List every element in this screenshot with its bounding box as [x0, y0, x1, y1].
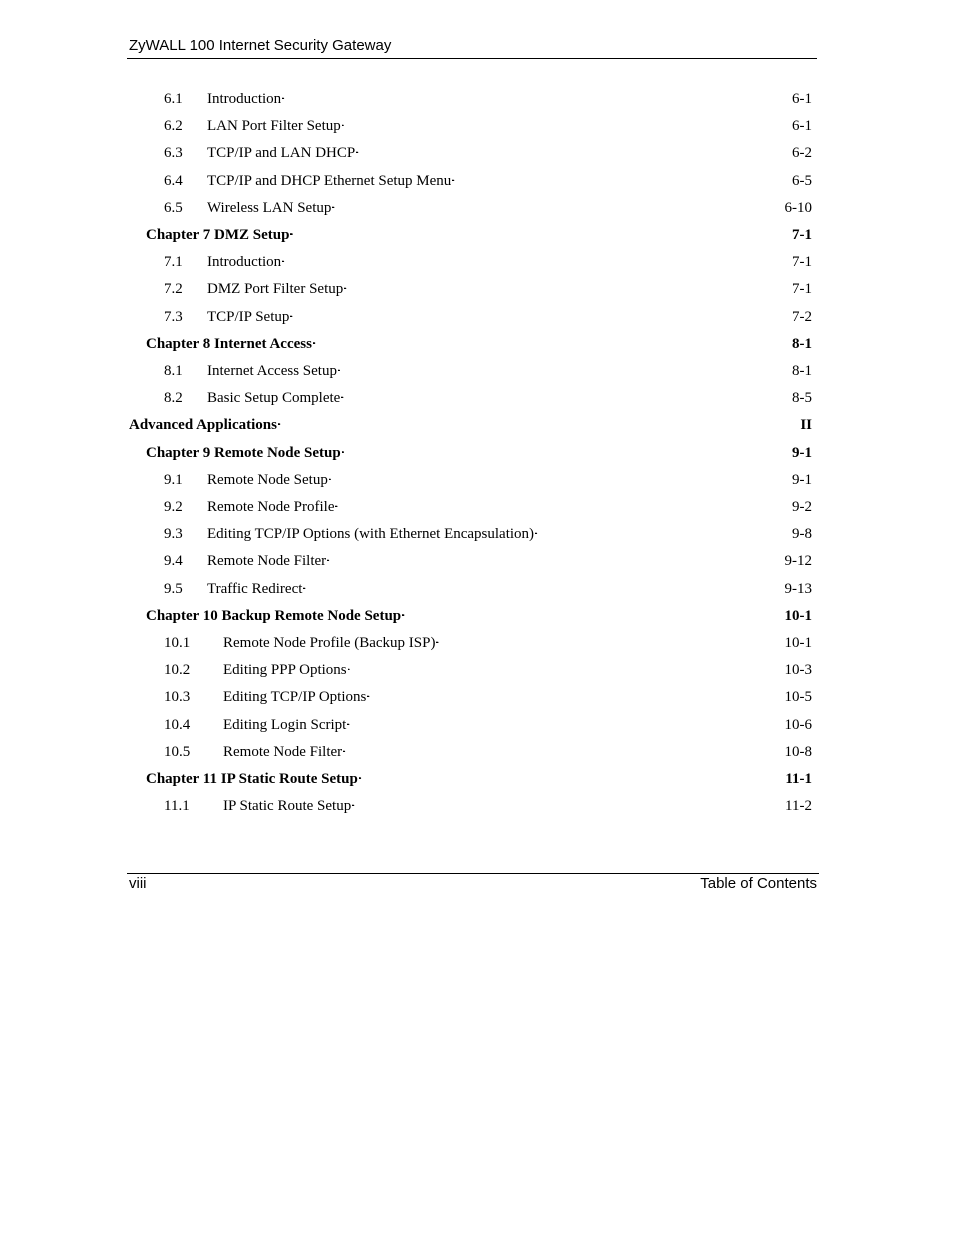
toc-entry-number: 6.2 — [164, 118, 183, 135]
toc-entry-title: Remote Node Profile — [207, 499, 335, 515]
dot-leader — [359, 769, 785, 783]
toc-entry-number: 10.1 — [164, 635, 191, 651]
toc-entry-number: 6.3 — [164, 145, 183, 162]
toc-entry-title: TCP/IP Setup — [207, 308, 290, 325]
toc-entry[interactable] — [164, 548, 812, 574]
dot-leader — [313, 334, 791, 348]
toc-entry[interactable] — [146, 603, 812, 629]
dot-leader — [347, 715, 783, 729]
toc-entry[interactable] — [164, 684, 812, 710]
toc-entry-number: 11.1 — [164, 798, 190, 815]
toc-entry-page: 9-1 — [792, 471, 812, 488]
dot-leader — [436, 633, 783, 647]
dot-leader — [344, 279, 791, 293]
dot-leader — [338, 361, 791, 375]
dot-leader — [367, 687, 783, 701]
dot-leader — [343, 742, 783, 756]
toc-entry-title: Chapter 10 Backup Remote Node Setup — [146, 607, 402, 624]
toc-entry-number: 9.1 — [164, 471, 183, 488]
toc-entry[interactable] — [164, 467, 812, 493]
toc-entry-title: Advanced Applications — [129, 417, 277, 434]
toc-entry[interactable] — [164, 249, 812, 275]
toc-entry-title: Wireless LAN Setup — [207, 199, 332, 216]
footer-page-number: viii — [129, 875, 147, 892]
toc-entry[interactable] — [164, 521, 812, 547]
toc-entry[interactable] — [164, 630, 812, 656]
dot-leader — [282, 89, 791, 103]
toc-entry-page: 10-6 — [784, 716, 812, 733]
toc-entry-title: Chapter 7 DMZ Setup — [146, 227, 290, 243]
running-header: ZyWALL 100 Internet Security Gateway — [129, 37, 392, 54]
toc-entry[interactable] — [146, 331, 812, 357]
dot-leader — [356, 143, 791, 157]
toc-entry-title: DMZ Port Filter Setup — [207, 281, 344, 298]
toc-entry-page: 11-1 — [785, 771, 812, 787]
toc-entry-number: 8.1 — [164, 363, 183, 379]
toc-entry-number: 10.3 — [164, 689, 191, 706]
toc-entry-title: Introduction — [207, 254, 282, 271]
toc-entry-page: 6-1 — [792, 91, 812, 107]
dot-leader — [341, 388, 791, 402]
toc-entry[interactable] — [164, 168, 812, 194]
toc-entry[interactable] — [164, 576, 812, 602]
dot-leader — [290, 225, 791, 239]
toc-entry-page: 10-8 — [784, 743, 812, 760]
toc-entry-title: Remote Node Filter — [207, 553, 327, 570]
toc-entry-title: Editing PPP Options — [223, 662, 347, 679]
toc-entry-number: 10.4 — [164, 716, 191, 733]
toc-entry[interactable] — [164, 712, 812, 738]
toc-entry-number: 7.1 — [164, 254, 183, 271]
toc-entry-page: 9-1 — [792, 444, 812, 461]
toc-entry-title: Remote Node Filter — [223, 743, 343, 760]
toc-entry-title: Remote Node Profile (Backup ISP) — [223, 635, 436, 651]
dot-leader — [402, 606, 783, 620]
toc-entry-page: 7-1 — [792, 254, 812, 271]
toc-entry[interactable] — [164, 113, 812, 139]
toc-entry[interactable] — [164, 358, 812, 384]
dot-leader — [329, 470, 791, 484]
footer-rule — [127, 873, 819, 874]
toc-entry-page: 6-5 — [792, 172, 812, 189]
toc-entry-number: 9.4 — [164, 553, 183, 570]
toc-entry[interactable] — [164, 494, 812, 520]
toc-entry-page: 6-2 — [792, 145, 812, 162]
toc-entry-title: LAN Port Filter Setup — [207, 118, 341, 135]
toc-entry[interactable] — [146, 440, 812, 466]
toc-entry-page: II — [800, 417, 812, 434]
dot-leader — [303, 579, 783, 593]
toc-entry[interactable] — [164, 195, 812, 221]
toc-entry-number: 9.3 — [164, 526, 183, 543]
dot-leader — [332, 198, 783, 212]
dot-leader — [342, 116, 791, 130]
toc-entry-page: 10-1 — [784, 607, 812, 624]
dot-leader — [290, 307, 791, 321]
toc-entry-page: 7-1 — [792, 227, 812, 243]
toc-entry-page: 9-13 — [784, 580, 812, 597]
footer-section-title: Table of Contents — [700, 875, 817, 892]
toc-entry-number: 8.2 — [164, 390, 183, 407]
toc-entry-number: 10.2 — [164, 662, 191, 679]
toc-entry-title: TCP/IP and DHCP Ethernet Setup Menu — [207, 172, 452, 189]
dot-leader — [352, 796, 784, 810]
toc-entry[interactable] — [164, 276, 812, 302]
toc-entry-title: Chapter 11 IP Static Route Setup — [146, 771, 358, 787]
dot-leader — [282, 252, 791, 266]
toc-entry[interactable] — [164, 385, 812, 411]
toc-entry[interactable] — [146, 222, 812, 248]
toc-entry-number: 6.5 — [164, 199, 183, 216]
toc-entry-page: 7-2 — [792, 308, 812, 325]
toc-entry-page: 10-1 — [784, 635, 812, 651]
toc-entry-number: 6.1 — [164, 91, 183, 107]
dot-leader — [535, 524, 791, 538]
toc-entry-page: 6-1 — [792, 118, 812, 135]
toc-entry-number: 7.3 — [164, 308, 183, 325]
dot-leader — [335, 497, 791, 511]
toc-entry-page: 10-5 — [784, 689, 812, 706]
toc-entry-number: 6.4 — [164, 172, 183, 189]
toc-entry[interactable] — [146, 766, 812, 792]
toc-entry-title: Traffic Redirect — [207, 580, 303, 597]
toc-entry-page: 11-2 — [785, 798, 812, 815]
toc-entry-number: 10.5 — [164, 743, 191, 760]
toc-entry-page: 9-8 — [792, 526, 812, 543]
toc-entry-page: 9-2 — [792, 499, 812, 515]
dot-leader — [342, 443, 791, 457]
header-rule — [127, 58, 817, 59]
dot-leader — [452, 171, 791, 185]
toc-entry-page: 7-1 — [792, 281, 812, 298]
toc-entry[interactable] — [164, 793, 812, 819]
toc-entry-number: 9.5 — [164, 580, 183, 597]
dot-leader — [327, 551, 783, 565]
dot-leader — [278, 415, 799, 429]
toc-entry-title: IP Static Route Setup — [223, 798, 352, 815]
toc-entry[interactable] — [164, 739, 812, 765]
toc-entry[interactable] — [164, 140, 812, 166]
toc-entry-title: Introduction — [207, 91, 282, 107]
toc-entry-title: Internet Access Setup — [207, 363, 337, 379]
toc-entry-title: Editing TCP/IP Options (with Ethernet Encapsulation) — [207, 526, 535, 543]
toc-entry[interactable] — [164, 304, 812, 330]
toc-entry-title: Editing TCP/IP Options — [223, 689, 367, 706]
toc-entry-title: Remote Node Setup — [207, 471, 328, 488]
dot-leader — [348, 660, 784, 674]
toc-entry-number: 7.2 — [164, 281, 183, 298]
toc-entry-title: Editing Login Script — [223, 716, 347, 733]
toc-entry[interactable] — [129, 412, 812, 438]
toc-entry[interactable] — [164, 86, 812, 112]
toc-entry-number: 9.2 — [164, 499, 183, 515]
toc-entry-page: 8-1 — [792, 363, 812, 379]
toc-entry-title: TCP/IP and LAN DHCP — [207, 145, 356, 162]
toc-entry[interactable] — [164, 657, 812, 683]
running-footer — [129, 875, 817, 892]
toc-entry-page: 10-3 — [784, 662, 812, 679]
toc-entry-page: 8-5 — [792, 390, 812, 407]
toc-entry-title: Basic Setup Complete — [207, 390, 341, 407]
toc-entry-page: 9-12 — [784, 553, 812, 570]
toc-entry-title: Chapter 9 Remote Node Setup — [146, 444, 341, 461]
toc-entry-page: 6-10 — [784, 199, 812, 216]
toc-entry-title: Chapter 8 Internet Access — [146, 335, 312, 352]
toc-entry-page: 8-1 — [792, 335, 812, 352]
